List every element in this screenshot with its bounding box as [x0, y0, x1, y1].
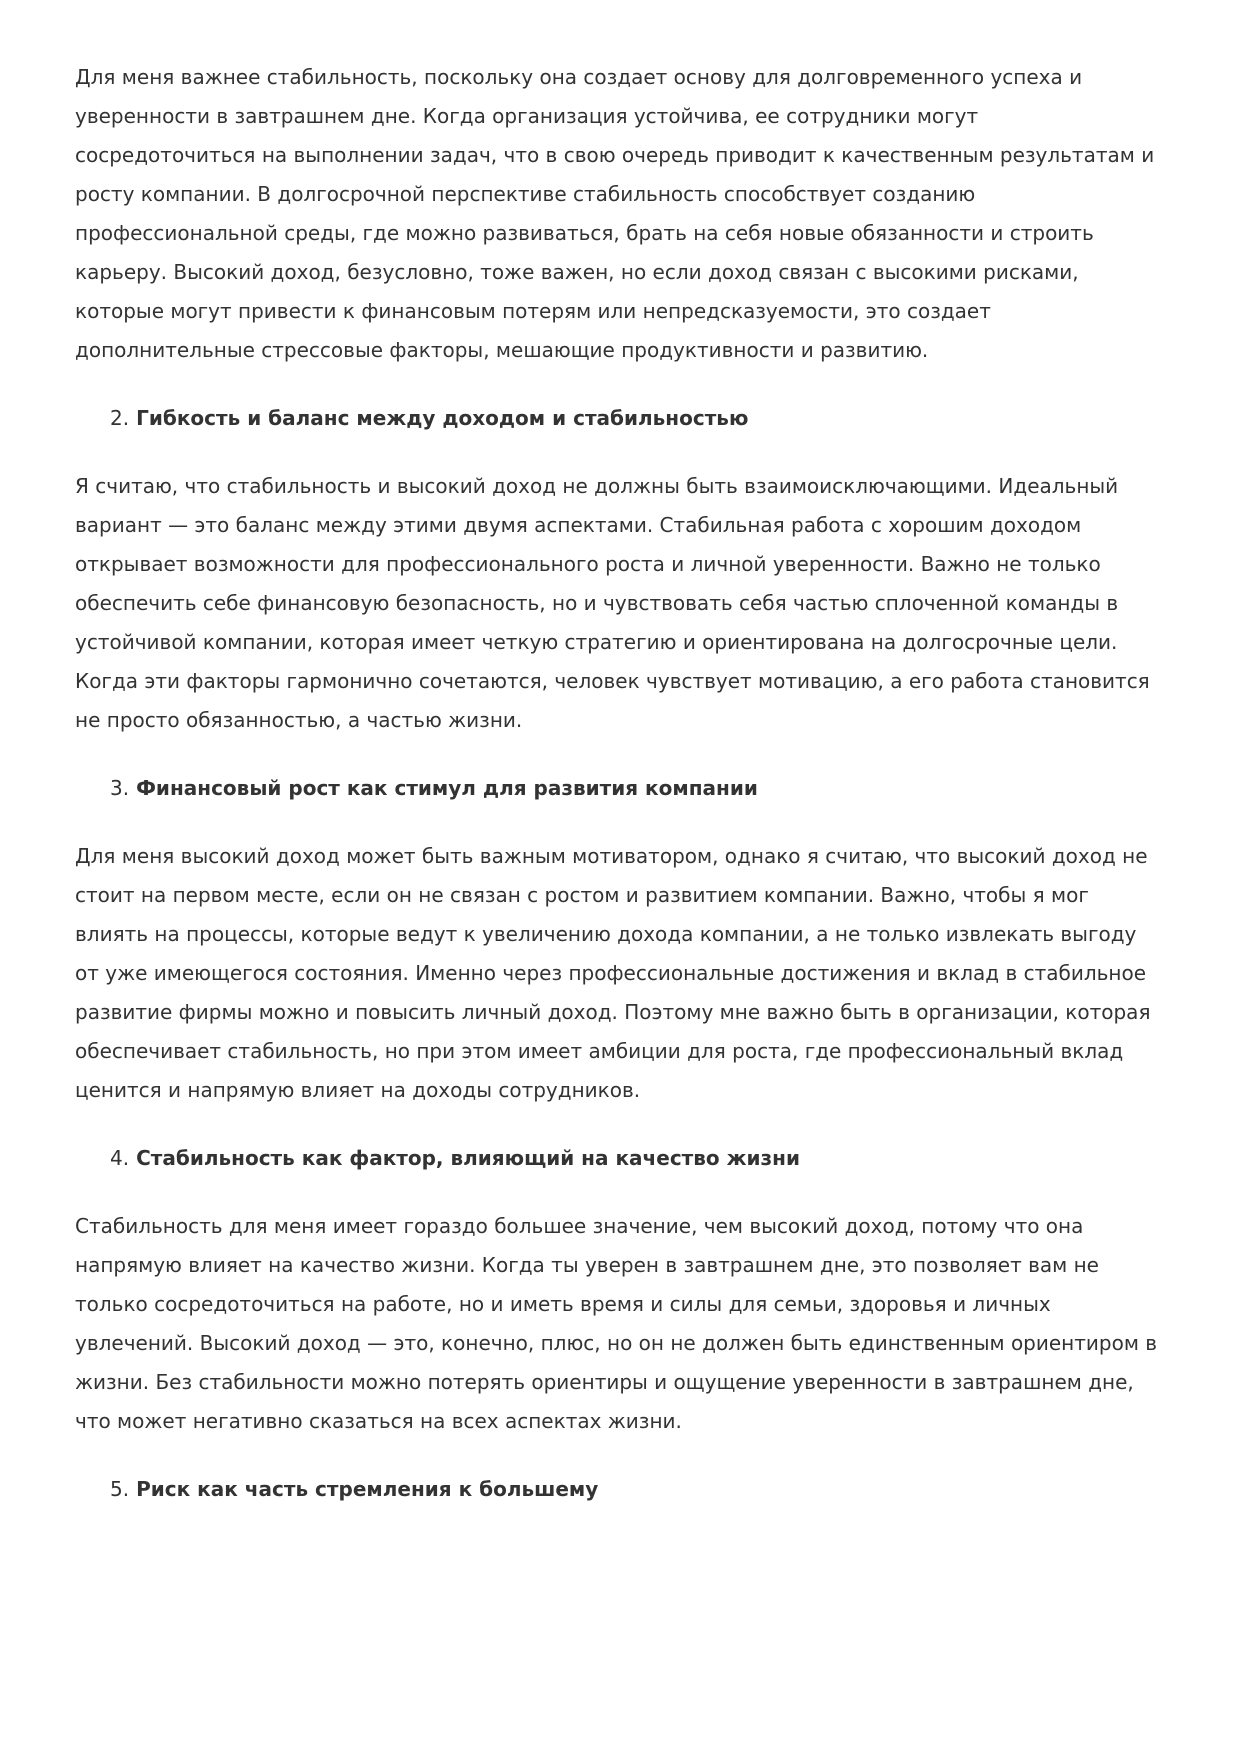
paragraph-stability-priority: Для меня важнее стабильность, поскольку она создает основу для долговременного успеха и уверенности в завтрашнем дне. Когда организация устойчива, ее сотрудники могут сосредоточиться на выполнении задач, что в свою очередь приводит к качественным результатам и росту компании. В долгосрочной перспективе стабильность способствует созданию профессиональной среды, где можно развиваться, брать на себя новые обязанности и строить карьеру. Высокий доход, безусловно, тоже важен, но если доход связан с высокими рисками, которые могут привести к финансовым потерям или непредсказуемости, это создает дополнительные стрессовые факторы, мешающие продуктивности и развитию.: [75, 65, 1155, 362]
section-heading-3: [75, 769, 1164, 808]
heading-number: 3.: [110, 776, 130, 800]
heading-title: Гибкость и баланс между доходом и стабильностью: [136, 406, 749, 430]
paragraph-quality-of-life: Стабильность для меня имеет гораздо большее значение, чем высокий доход, потому что она напрямую влияет на качество жизни. Когда ты уверен в завтрашнем дне, это позволяет вам не только сосредоточиться на работе, но и иметь время и силы для семьи, здоровья и личных увлечений. Высокий доход — это, конечно, плюс, но он не должен быть единственным ориентиром в жизни. Без стабильности можно потерять ориентиры и ощущение уверенности в завтрашнем дне, что может негативно сказаться на всех аспектах жизни.: [75, 1214, 1158, 1433]
heading-number: 5.: [110, 1477, 130, 1501]
paragraph-financial-growth: Для меня высокий доход может быть важным мотиватором, однако я считаю, что высокий доход не стоит на первом месте, если он не связан с ростом и развитием компании. Важно, чтобы я мог влиять на процессы, которые ведут к увеличению дохода компании, а не только извлекать выгоду от уже имеющегося состояния. Именно через профессиональные достижения и вклад в стабильное развитие фирмы можно и повысить личный доход. Поэтому мне важно быть в организации, которая обеспечивает стабильность, но при этом имеет амбиции для роста, где профессиональный вклад ценится и напрямую влияет на доходы сотрудников.: [75, 844, 1151, 1102]
heading-title: Стабильность как фактор, влияющий на качество жизни: [136, 1146, 800, 1170]
heading-title: Риск как часть стремления к большему: [136, 1477, 599, 1501]
paragraph-balance: Я считаю, что стабильность и высокий доход не должны быть взаимоисключающими. Идеальный вариант — это баланс между этими двумя аспектами. Стабильная работа с хорошим доходом открывает возможности для профессионального роста и личной уверенности. Важно не только обеспечить себе финансовую безопасность, но и чувствовать себя частью сплоченной команды в устойчивой компании, которая имеет четкую стратегию и ориентирована на долгосрочные цели. Когда эти факторы гармонично сочетаются, человек чувствует мотивацию, а его работа становится не просто обязанностью, а частью жизни.: [75, 474, 1150, 732]
heading-number: 2.: [110, 406, 130, 430]
section-heading-2: [75, 399, 1164, 438]
heading-title: Финансовый рост как стимул для развития компании: [136, 776, 758, 800]
heading-number: 4.: [110, 1146, 130, 1170]
section-heading-4: [75, 1139, 1164, 1178]
section-heading-5: [75, 1470, 1164, 1509]
